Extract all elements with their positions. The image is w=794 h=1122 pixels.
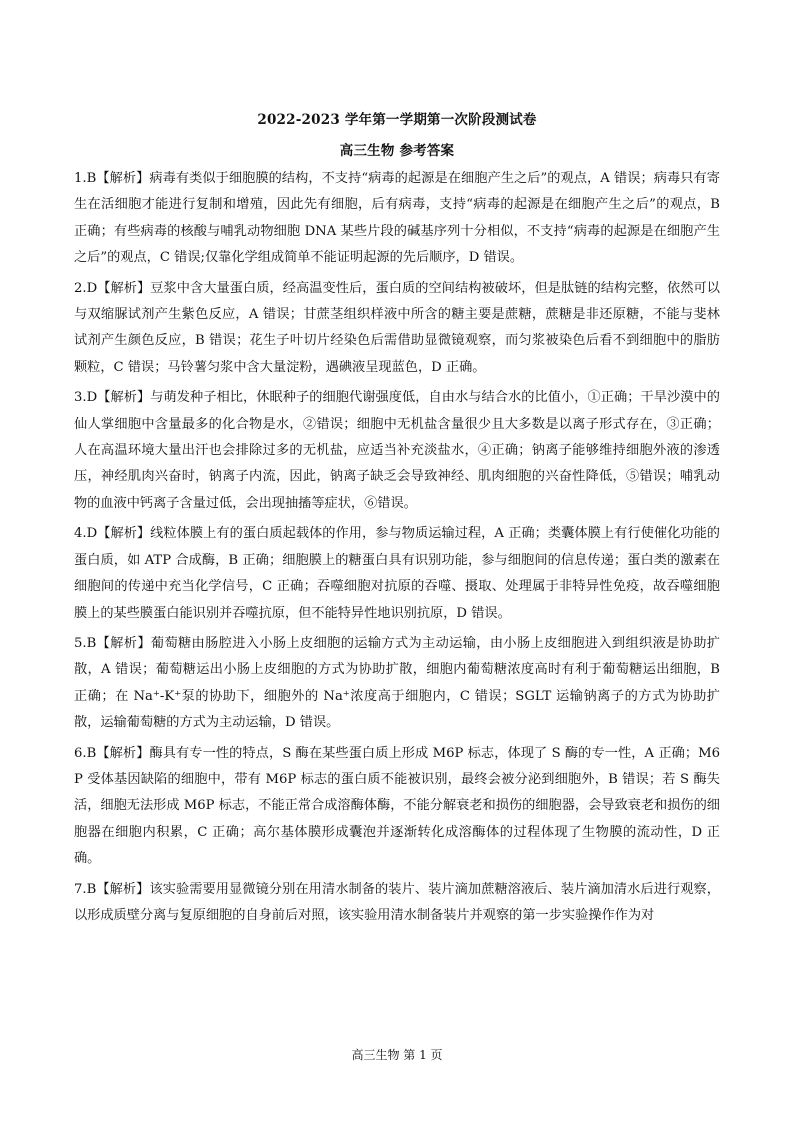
page-footer: 高三生物 第 1 页 [351,1048,443,1062]
answer-list [74,166,720,933]
answer-item-4: 4.D【解析】线粒体膜上有的蛋白质起载体的作用，参与物质运输过程，A 正确；类囊体膜上有行使催化功能的蛋白质，如 ATP 合成酶，B 正确；细胞膜上的糖蛋白具有识别功能，参与细胞间的信息传递；蛋白类的激素在细胞间的传递中充当化学信号，C 正确；吞噬细胞对抗原的吞噬、摄取、处理属于非特异性免疫，故吞噬细胞膜上的某些膜蛋白能识别并吞噬抗原，但不能特异性地识别抗原，D 错误。 [74,526,720,621]
answer-item-1: 1.B【解析】病毒有类似于细胞膜的结构，不支持“病毒的起源是在细胞产生之后”的观点，A 错误；病毒只有寄生在活细胞才能进行复制和增殖，因此先有细胞，后有病毒，支持“病毒的起源是在细胞产生之后”的观点，B 正确；有些病毒的核酸与哺乳动物细胞 DNA 某些片段的碱基序列十分相似，不支持“病毒的起源是在细胞产生之后”的观点，C 错误;仅靠化学组成简单不能证明起源的先后顺序，D 错误。 [74,171,720,266]
document-subtitle: 高三生物 参考答案 [339,143,455,159]
answer-item-7: 7.B【解析】该实验需要用显微镜分别在用清水制备的装片、装片滴加蔗糖溶液后、装片滴加清水后进行观察，以形成质壁分离与复原细胞的自身前后对照，该实验用清水制备装片并观察的第一步实验操作作为对 [74,881,720,923]
answer-item-5: 5.B【解析】葡萄糖由肠腔进入小肠上皮细胞的运输方式为主动运输，由小肠上皮细胞进入到组织液是协助扩散，A 错误；葡萄糖运出小肠上皮细胞的方式为协助扩散，细胞内葡萄糖浓度高时有利于葡萄糖运出细胞，B 正确；在 Na⁺-K⁺泵的协助下，细胞外的 Na⁺浓度高于细胞内，C 错误；SGLT 运输钠离子的方式为协助扩散，运输葡萄糖的方式为主动运输，D 错误。 [74,635,720,731]
answer-item-3: 3.D【解析】与萌发种子相比，休眠种子的细胞代谢强度低，自由水与结合水的比值小，①正确；干旱沙漠中的仙人掌细胞中含量最多的化合物是水，②错误；细胞中无机盐含量很少且大多数是以离子形式存在，③正确；人在高温环境大量出汗也会排除过多的无机盐，应适当补充淡盐水，④正确；钠离子能够维持细胞外液的渗透压，神经肌肉兴奋时，钠离子内流，因此，钠离子缺乏会导致神经、肌肉细胞的兴奋性降低，⑤错误；哺乳动物的血液中钙离子含量过低，会出现抽搐等症状，⑥错误。 [74,390,720,511]
answer-item-6: 6.B【解析】酶具有专一性的特点，S 酶在某些蛋白质上形成 M6P 标志，体现了 S 酶的专一性，A 正确；M6P 受体基因缺陷的细胞中，带有 M6P 标志的蛋白质不能被识别，最终会被分泌到细胞外，B 错误；若 S 酶失活，细胞无法形成 M6P 标志，不能正常合成溶酶体酶，不能分解衰老和损伤的细胞器，会导致衰老和损伤的细胞器在细胞内积累，C 正确；高尔基体膜形成囊泡并逐渐转化成溶酶体的过程体现了生物膜的流动性，D 正确。 [74,745,720,867]
document-title: 2022-2023 学年第一学期第一次阶段测试卷 [257,112,537,128]
answer-item-2: 2.D【解析】豆浆中含大量蛋白质，经高温变性后，蛋白质的空间结构被破坏，但是肽链的结构完整，依然可以与双缩脲试剂产生紫色反应，A 错误；甘蔗茎组织样液中所含的糖主要是蔗糖，蔗糖是非还原糖，不能与斐林试剂产生颜色反应，B 错误；花生子叶切片经染色后需借助显微镜观察，而匀浆被染色后看不到细胞中的脂肪颗粒，C 错误；马铃薯匀浆中含大量淀粉，遇碘液呈现蓝色，D 正确。 [74,280,720,375]
